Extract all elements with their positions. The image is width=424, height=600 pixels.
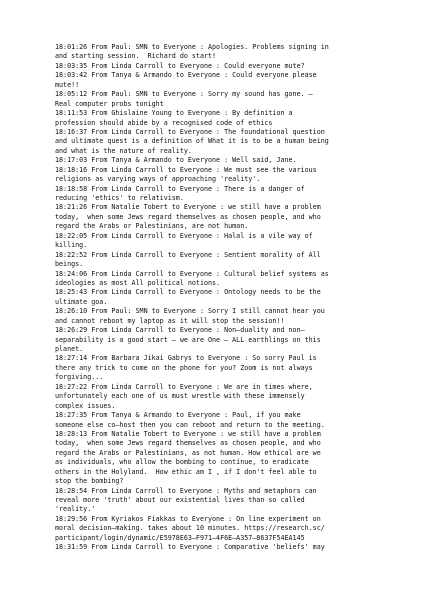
transcript-line: stop the bombing? — [55, 477, 124, 486]
transcript-line: and ultimate quest is a definition of What it is to be a human being — [55, 137, 329, 146]
transcript-line: today, when some Jews regard themselves as chosen people, and who — [55, 212, 321, 221]
transcript-line: 18:29:56 From Kyriakos Fiakkas to Everyone : On line experiment on — [55, 514, 321, 523]
transcript-line: participant/login/dynamic/E5978E63–F971–4F6E–A357–8637F54EA145 — [55, 533, 305, 542]
transcript-line: forgiving... — [55, 373, 104, 382]
transcript-line: 18:31:59 From Linda Carroll to Everyone : Comparative 'beliefs' may — [55, 543, 325, 552]
transcript-line: 18:22:05 From Linda Carroll to Everyone : Halal is a vile way of — [55, 231, 313, 240]
transcript-line: regard the Arabs or Palestinians, are not human. — [55, 222, 249, 231]
transcript-line: 18:01:26 From Paul: SMN to Everyone : Apologies. Problems signing in — [55, 43, 329, 51]
transcript-line: 18:05:12 From Paul: SMN to Everyone : Sorry my sound has gone. – — [55, 90, 313, 99]
transcript-line: Real computer probs tonight — [55, 99, 164, 108]
transcript-line: regard the Arabs or Palestinians, as not human. How ethical are we — [55, 448, 321, 457]
transcript-line: mute!! — [55, 80, 80, 89]
transcript-line: 'reality.' — [55, 505, 96, 514]
transcript-line: 18:22:52 From Linda Carroll to Everyone : Sentient morality of All — [55, 250, 321, 259]
transcript-line: moral decision–making. takes about 10 minutes. https://research.sc/ — [55, 524, 325, 533]
transcript-line: 18:28:54 From Linda Carroll to Everyone : Myths and metaphors can — [55, 486, 317, 495]
transcript-line: killing. — [55, 241, 88, 250]
transcript-line: and what is the nature of reality. — [55, 146, 192, 155]
transcript-line: someone else co–host then you can reboot and return to the meeting. — [55, 420, 325, 429]
transcript-line: 18:17:03 From Tanya & Armando to Everyone : Well said, Jane. — [55, 156, 297, 165]
transcript-line: and cannot reboot my laptop as it will stop the session!! — [55, 316, 285, 325]
transcript-line: 18:03:35 From Linda Carroll to Everyone : Could everyone mute? — [55, 61, 305, 70]
chat-transcript — [55, 43, 400, 553]
transcript-line: planet. — [55, 345, 84, 353]
transcript-line: ultimate goa. — [55, 297, 108, 306]
transcript-line: 18:18:16 From Linda Carroll to Everyone : We must see the various — [55, 165, 317, 174]
transcript-line: ideologies as most All political notions. — [55, 278, 221, 287]
transcript-line: religions as varying ways of approaching 'reality'. — [55, 175, 261, 184]
transcript-line: reveal more 'truth' about our existential lives than so called — [55, 496, 305, 504]
transcript-line: unfortunately each one of us must wrestle with these immensely — [55, 392, 305, 401]
transcript-line: profession should abide by a recognised code of ethics — [55, 118, 273, 127]
transcript-line: 18:25:43 From Linda Carroll to Everyone : Ontology needs to be the — [55, 288, 321, 297]
transcript-line: and starting session. Richard do start! — [55, 52, 217, 61]
transcript-line: 18:28:13 From Natalie Tobert to Everyone : we still have a problem — [55, 429, 321, 438]
transcript-line: 18:03:42 From Tanya & Armando to Everyone : Could everyone please — [55, 71, 317, 80]
transcript-line: 18:18:58 From Linda Carroll to Everyone : There is a danger of — [55, 184, 305, 193]
transcript-line: reducing 'ethics' to relativism. — [55, 194, 184, 202]
transcript-line: 18:11:53 From Ghislaine Young to Everyone : By definition a — [55, 109, 293, 118]
transcript-line: beings. — [55, 260, 84, 269]
transcript-line: 18:16:37 From Linda Carroll to Everyone : The foundational question — [55, 127, 325, 136]
transcript-line: others in the Holyland. How ethic am I , if I don't feel able to — [55, 467, 317, 476]
transcript-line: today, when some Jews regard themselves as chosen people, and who — [55, 439, 321, 448]
transcript-line: 18:26:10 From Paul: SMN to Everyone : Sorry I still cannot hear you — [55, 307, 325, 316]
transcript-line: separability is a good start – we are One – ALL earthlings on this — [55, 335, 321, 344]
transcript-line: 18:27:14 From Barbara Jikai Gabrys to Everyone : So sorry Paul is — [55, 354, 317, 363]
transcript-line: 18:27:22 From Linda Carroll to Everyone : We are in times where, — [55, 382, 313, 391]
transcript-line: 18:26:29 From Linda Carroll to Everyone : Non–duality and non– — [55, 326, 305, 335]
transcript-line: 18:21:26 From Natalie Tobert to Everyone : we still have a problem — [55, 203, 321, 212]
transcript-line: there any trick to come on the phone for you? Zoom is not always — [55, 363, 313, 372]
transcript-line: 18:27:35 From Tanya & Armando to Everyone : Paul, if you make — [55, 411, 301, 420]
transcript-line: as individuals, who allow the bombing to continue, to eradicate — [55, 458, 309, 467]
transcript-line: 18:24:06 From Linda Carroll to Everyone : Cultural belief systems as — [55, 269, 329, 278]
transcript-line: complex issues. — [55, 401, 116, 410]
